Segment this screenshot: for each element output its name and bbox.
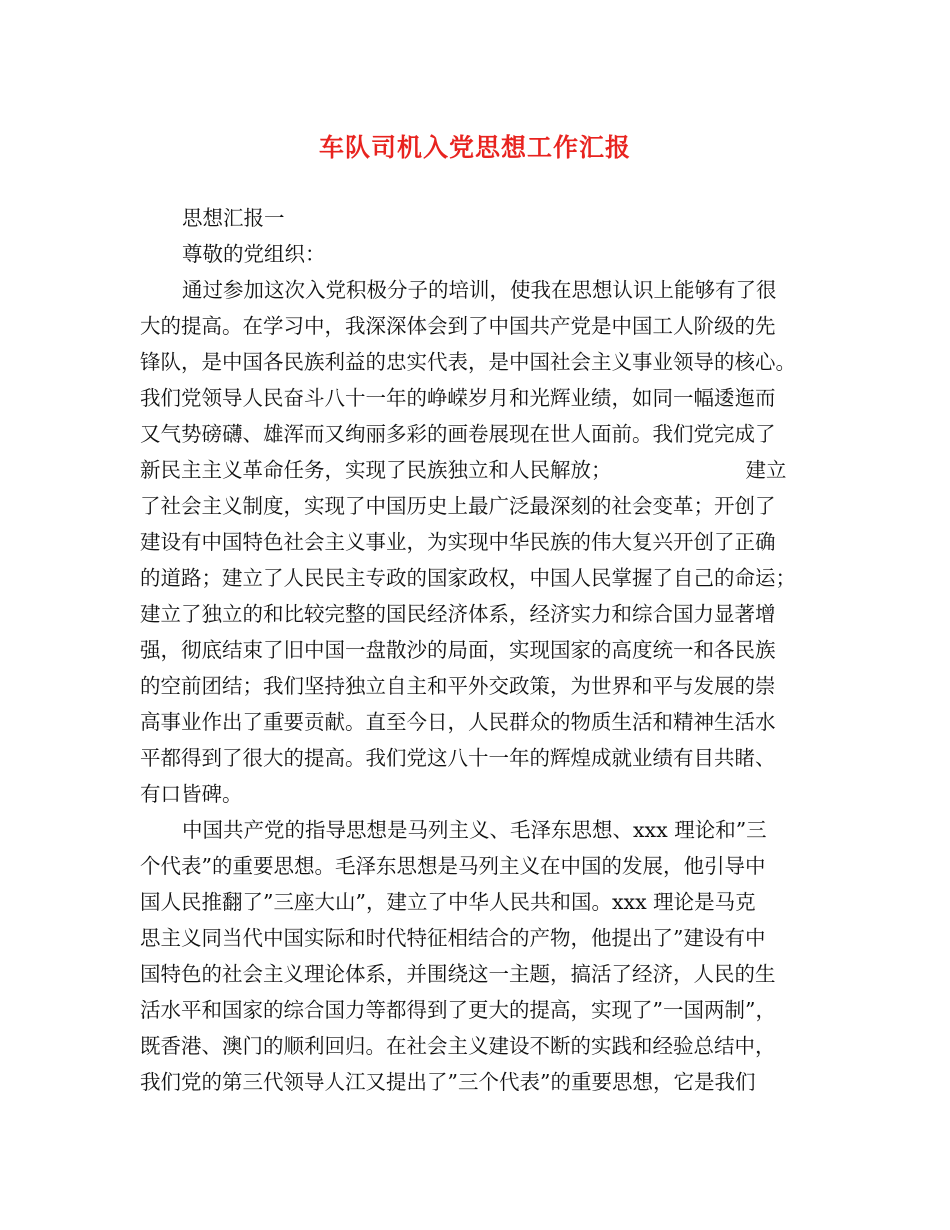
paragraph-line-left: 新民主主义革命任务，实现了民族独立和人民解放； [140, 458, 612, 482]
paragraph-line: 建设有中国特色社会主义事业，为实现中华民族的伟大复兴开创了正确 [140, 530, 776, 554]
paragraph-line-right: 建立 [745, 458, 787, 482]
paragraph-line: 既香港、澳门的顺利回归。在社会主义建设不断的实践和经验总结中， [140, 1034, 776, 1058]
paragraph-line: 大的提高。在学习中，我深深体会到了中国共产党是中国工人阶级的先 [140, 314, 776, 338]
paragraph-1 [140, 272, 822, 812]
document-body [140, 200, 822, 1100]
paragraph-line: 的道路；建立了人民民主专政的国家政权，中国人民掌握了自己的命运； [140, 566, 796, 590]
paragraph-line: 强，彻底结束了旧中国一盘散沙的局面，实现国家的高度统一和各民族 [140, 638, 776, 662]
document-title: 车队司机入党思想工作汇报 [318, 133, 631, 162]
paragraph-line: 思主义同当代中国实际和时代特征相结合的产物，他提出了”建设有中 [140, 926, 766, 950]
paragraph-line: 个代表”的重要思想。毛泽东思想是马列主义在中国的发展，他引导中 [140, 854, 766, 878]
paragraph-line: 中国共产党的指导思想是马列主义、毛泽东思想、xxx 理论和”三 [182, 818, 767, 842]
paragraph-line: 又气势磅礴、雄浑而又绚丽多彩的画卷展现在世人面前。我们党完成了 [140, 422, 776, 446]
salutation: 尊敬的党组织： [182, 242, 326, 266]
paragraph-2 [140, 812, 822, 1100]
paragraph-line: 了社会主义制度，实现了中国历史上最广泛最深刻的社会变革；开创了 [140, 494, 776, 518]
paragraph-line: 我们党领导人民奋斗八十一年的峥嵘岁月和光辉业绩，如同一幅逶迤而 [140, 386, 776, 410]
paragraph-line: 通过参加这次入党积极分子的培训，使我在思想认识上能够有了很 [182, 278, 777, 302]
paragraph-line: 活水平和国家的综合国力等都得到了更大的提高，实现了”一国两制”， [140, 998, 776, 1022]
paragraph-line: 我们党的第三代领导人江又提出了”三个代表”的重要思想，它是我们 [140, 1070, 756, 1094]
paragraph-line: 有口皆碑。 [140, 782, 243, 806]
paragraph-line: 国人民推翻了”三座大山”，建立了中华人民共和国。xxx 理论是马克 [140, 890, 756, 914]
paragraph-line: 平都得到了很大的提高。我们党这八十一年的辉煌成就业绩有目共睹、 [140, 746, 776, 770]
paragraph-line: 国特色的社会主义理论体系，并围绕这一主题，搞活了经济，人民的生 [140, 962, 776, 986]
paragraph-line: 的空前团结；我们坚持独立自主和平外交政策，为世界和平与发展的崇 [140, 674, 776, 698]
paragraph-line-split [140, 452, 822, 488]
paragraph-line: 建立了独立的和比较完整的国民经济体系，经济实力和综合国力显著增 [140, 602, 776, 626]
section-heading: 思想汇报一 [182, 206, 285, 230]
paragraph-line: 锋队，是中国各民族利益的忠实代表，是中国社会主义事业领导的核心。 [140, 350, 796, 374]
paragraph-line: 高事业作出了重要贡献。直至今日，人民群众的物质生活和精神生活水 [140, 710, 776, 734]
